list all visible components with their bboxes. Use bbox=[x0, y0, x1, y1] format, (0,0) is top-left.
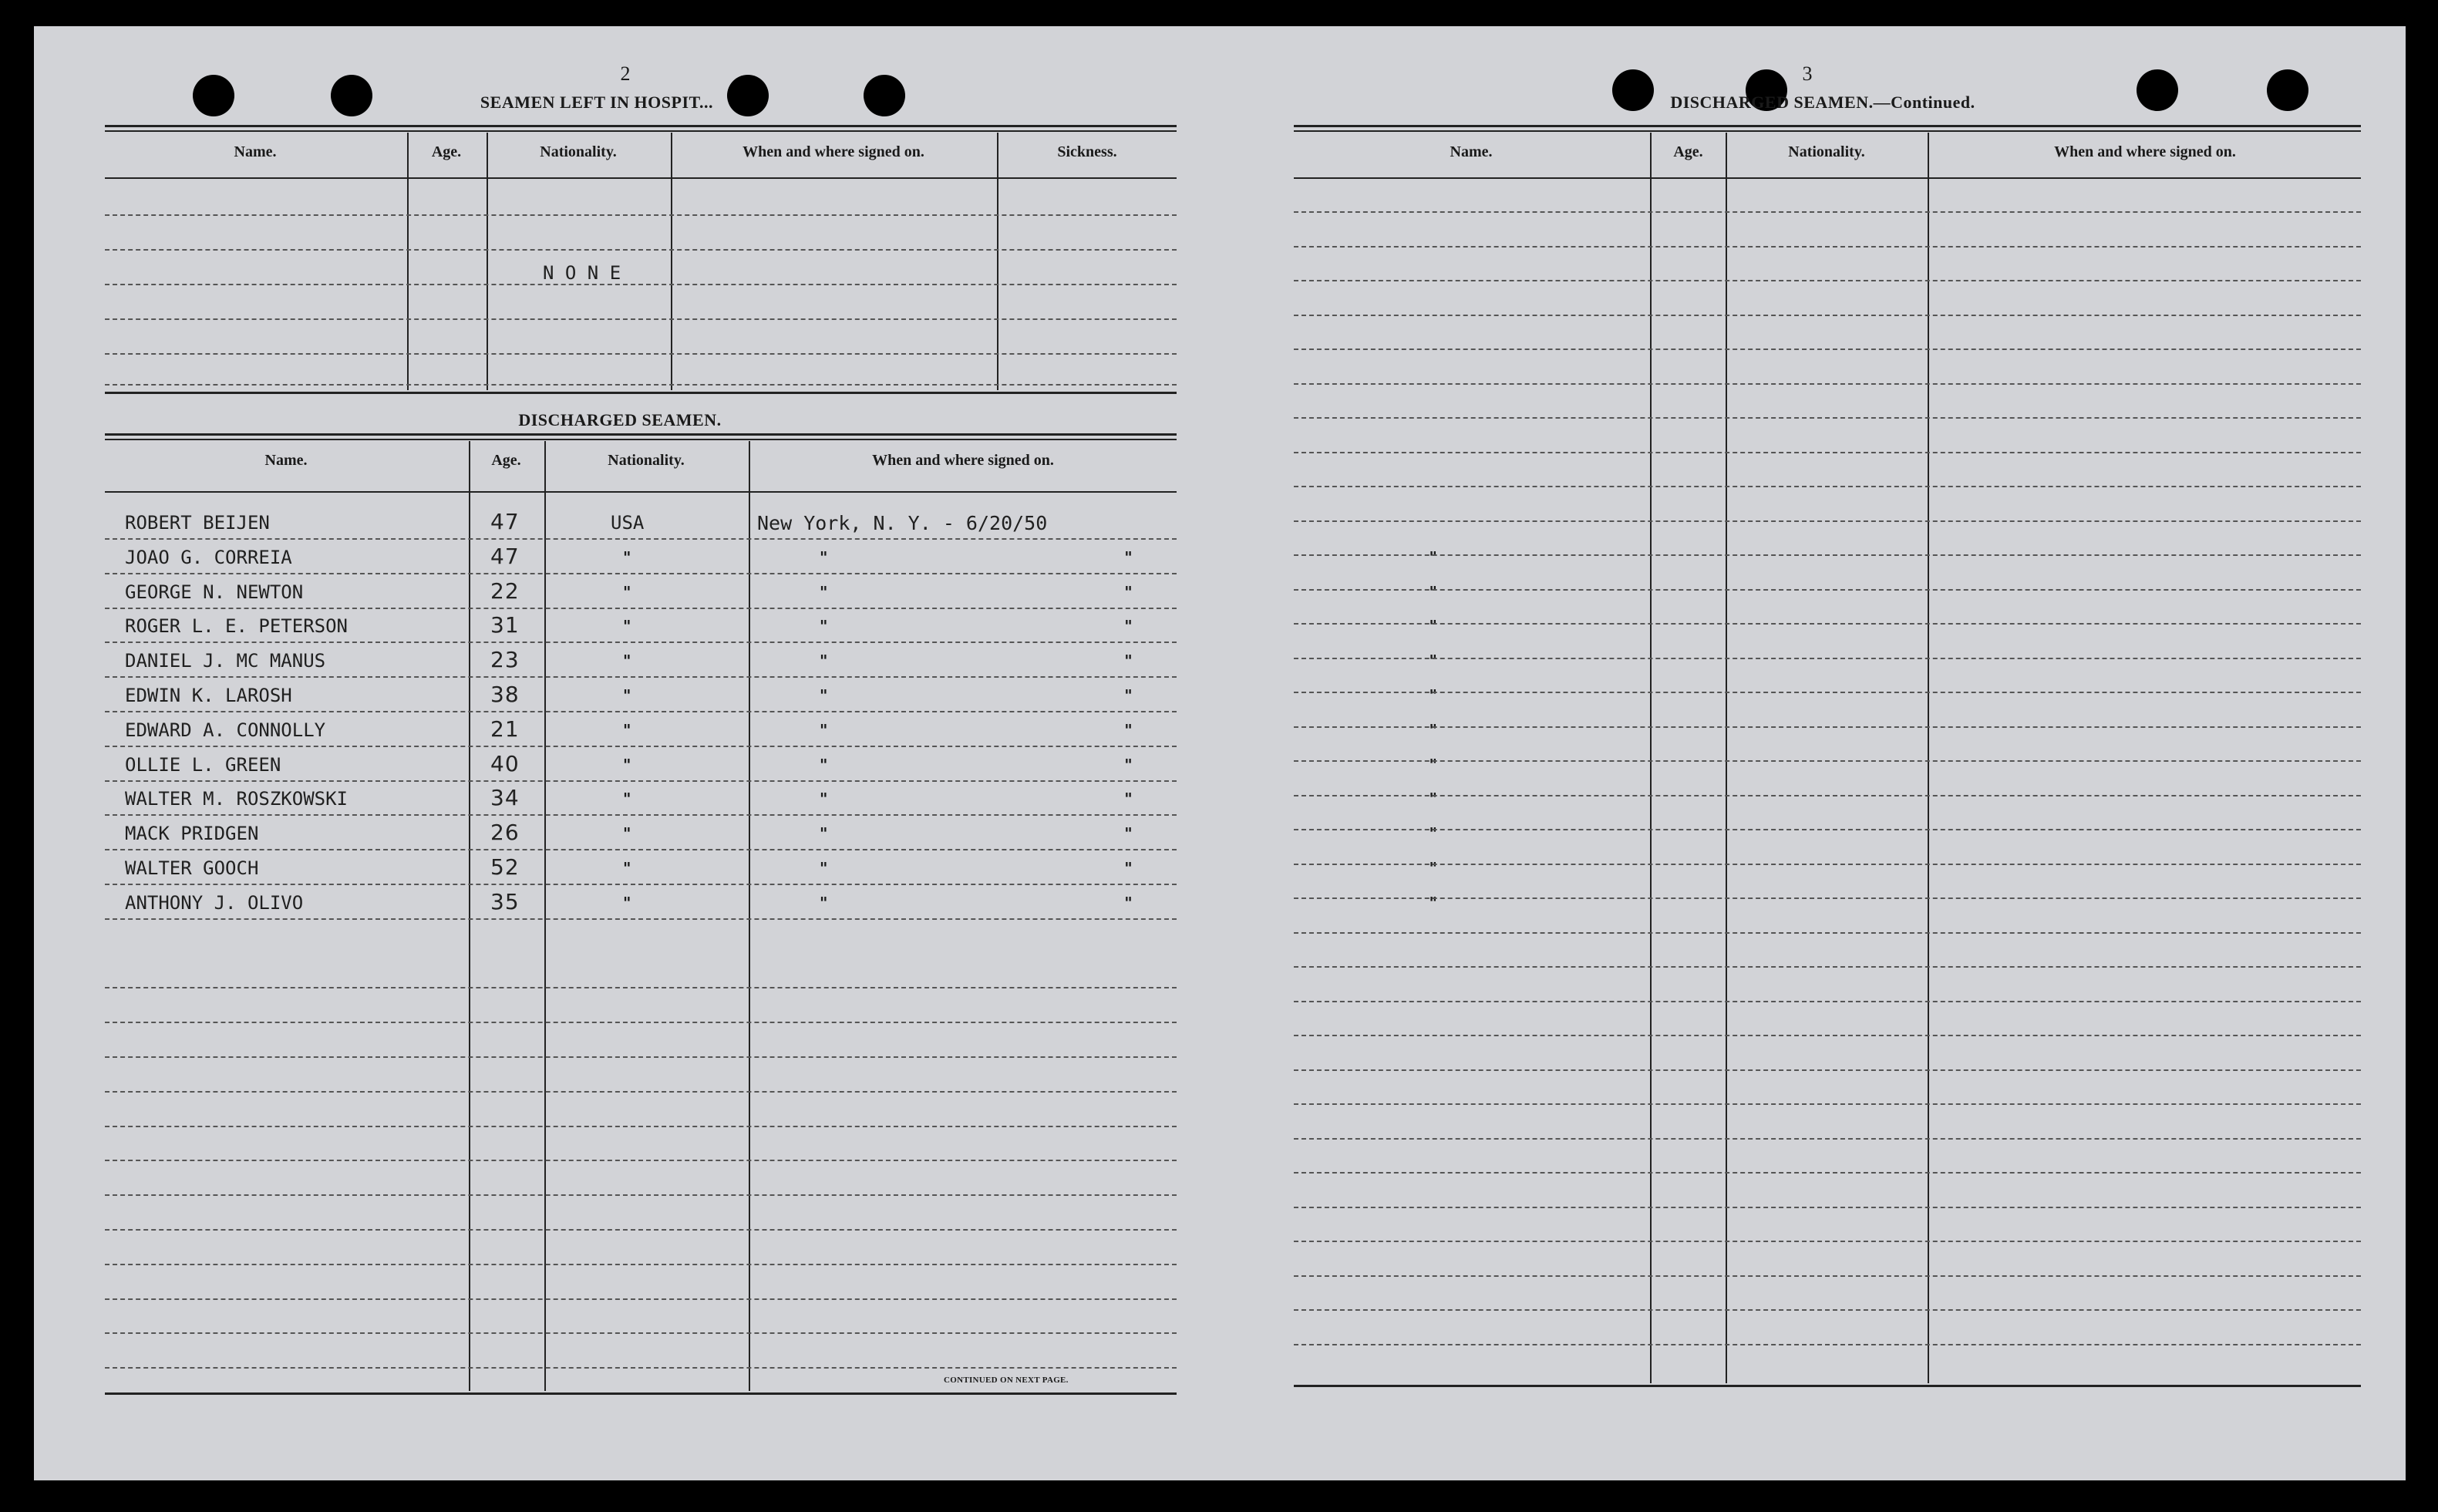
col-header-age: Age. bbox=[431, 143, 462, 160]
column-divider bbox=[749, 441, 750, 1391]
blank-entry-line bbox=[1294, 349, 2361, 350]
seaman-nationality: " bbox=[623, 617, 631, 636]
hospital-section-title: SEAMEN LEFT IN HOSPIT... bbox=[480, 93, 714, 112]
blank-entry-line bbox=[105, 384, 1177, 386]
col-header-name: Name. bbox=[1450, 143, 1493, 160]
seaman-nationality: " bbox=[623, 824, 631, 844]
blank-entry-line bbox=[1294, 417, 2361, 419]
binder-hole bbox=[2137, 69, 2178, 111]
discharged-section-title: DISCHARGED SEAMEN. bbox=[518, 410, 722, 429]
none-entry: N O N E bbox=[543, 262, 621, 284]
page-number-left: 2 bbox=[620, 62, 631, 85]
blank-entry-line bbox=[1294, 452, 2361, 453]
seaman-age: 31 bbox=[490, 612, 520, 638]
blank-entry-line bbox=[1294, 1275, 2361, 1277]
header-rule bbox=[1294, 177, 2361, 179]
blank-entry-line bbox=[105, 1091, 1177, 1093]
seaman-name: WALTER M. ROSZKOWSKI bbox=[125, 788, 348, 810]
right-title-main: DISCHARGED SEAMEN. bbox=[1670, 93, 1874, 112]
seaman-nationality: " bbox=[623, 790, 631, 809]
col-header-nationality: Nationality. bbox=[1788, 143, 1865, 160]
top-rule-discharged bbox=[105, 433, 1177, 436]
entry-line bbox=[105, 573, 1177, 574]
blank-entry-line bbox=[105, 987, 1177, 988]
col-header-age: Age. bbox=[1673, 143, 1703, 160]
column-divider bbox=[1726, 133, 1727, 1383]
seaman-nationality: " bbox=[623, 652, 631, 671]
blank-entry-line bbox=[105, 1194, 1177, 1196]
entry-line bbox=[105, 918, 1177, 920]
blank-entry-line bbox=[1294, 1138, 2361, 1140]
seaman-nationality: USA bbox=[611, 512, 645, 534]
seaman-signed-on: New York, N. Y. - 6/20/50 bbox=[757, 512, 1048, 534]
seaman-name: OLLIE L. GREEN bbox=[125, 753, 281, 776]
blank-entry-line bbox=[1294, 520, 2361, 522]
header-rule bbox=[105, 491, 1177, 493]
entry-line bbox=[105, 849, 1177, 850]
column-divider bbox=[997, 133, 998, 390]
blank-entry-line bbox=[105, 1056, 1177, 1058]
column-divider bbox=[407, 133, 409, 390]
col-header-signed-on: When and where signed on. bbox=[872, 452, 1054, 469]
seaman-nationality: " bbox=[623, 755, 631, 774]
top-rule-left bbox=[105, 125, 1177, 127]
col-header-age: Age. bbox=[491, 452, 521, 469]
blank-entry-line bbox=[105, 1332, 1177, 1334]
blank-entry-line bbox=[105, 353, 1177, 355]
blank-entry-line bbox=[105, 1126, 1177, 1127]
seaman-age: 21 bbox=[490, 716, 520, 742]
seaman-nationality: " bbox=[623, 720, 631, 739]
entry-line bbox=[105, 814, 1177, 816]
blank-entry-line bbox=[1294, 1069, 2361, 1071]
seaman-signed-on: " " " bbox=[820, 790, 1437, 809]
blank-entry-line bbox=[1294, 623, 2361, 625]
blank-entry-line bbox=[1294, 1309, 2361, 1311]
blank-entry-line bbox=[1294, 1001, 2361, 1002]
blank-entry-line bbox=[1294, 554, 2361, 556]
blank-entry-line bbox=[105, 1298, 1177, 1300]
blank-entry-line bbox=[105, 1367, 1177, 1369]
document-paper bbox=[34, 26, 2406, 1480]
blank-entry-line bbox=[1294, 1035, 2361, 1036]
header-rule bbox=[105, 177, 1177, 179]
seaman-name: EDWIN K. LAROSH bbox=[125, 685, 292, 706]
column-divider bbox=[671, 133, 672, 390]
page-number-right: 3 bbox=[1802, 62, 1813, 85]
seaman-age: 35 bbox=[490, 888, 520, 914]
entry-line bbox=[105, 642, 1177, 643]
blank-entry-line bbox=[1294, 692, 2361, 693]
entry-line bbox=[105, 884, 1177, 885]
blank-entry-line bbox=[1294, 486, 2361, 487]
binder-hole bbox=[864, 75, 905, 116]
entry-line bbox=[105, 676, 1177, 678]
blank-entry-line bbox=[105, 249, 1177, 251]
blank-entry-line bbox=[1294, 211, 2361, 213]
column-divider bbox=[544, 441, 546, 1391]
entry-line bbox=[105, 608, 1177, 609]
blank-entry-line bbox=[1294, 383, 2361, 385]
entry-line bbox=[105, 538, 1177, 540]
column-divider bbox=[487, 133, 488, 390]
blank-entry-line bbox=[1294, 589, 2361, 591]
seaman-name: ROGER L. E. PETERSON bbox=[125, 615, 348, 638]
right-title-suffix: —Continued. bbox=[1873, 93, 1975, 112]
blank-entry-line bbox=[1294, 1172, 2361, 1174]
binder-hole bbox=[331, 75, 372, 116]
blank-entry-line bbox=[1294, 246, 2361, 248]
seaman-age: 34 bbox=[490, 785, 520, 811]
blank-entry-line bbox=[1294, 864, 2361, 865]
top-rule-discharged-2 bbox=[105, 439, 1177, 440]
seaman-name: ROBERT BEIJEN bbox=[125, 512, 270, 534]
seaman-name: MACK PRIDGEN bbox=[125, 823, 259, 845]
top-rule-right-2 bbox=[1294, 130, 2361, 132]
seaman-age: 26 bbox=[490, 820, 520, 846]
top-rule-left-2 bbox=[105, 130, 1177, 132]
binder-hole bbox=[2267, 69, 2308, 111]
blank-entry-line bbox=[1294, 829, 2361, 830]
col-header-signed-on: When and where signed on. bbox=[743, 143, 924, 160]
blank-entry-line bbox=[1294, 1207, 2361, 1208]
seaman-signed-on: " " " bbox=[820, 859, 1437, 877]
blank-entry-line bbox=[1294, 280, 2361, 281]
seaman-name: WALTER GOOCH bbox=[125, 857, 259, 879]
blank-entry-line bbox=[105, 1160, 1177, 1161]
seaman-name: EDWARD A. CONNOLLY bbox=[125, 719, 326, 741]
seaman-name: JOAO G. CORREIA bbox=[125, 546, 292, 568]
blank-entry-line bbox=[1294, 760, 2361, 762]
seaman-signed-on: " " " bbox=[820, 652, 1437, 671]
entry-line bbox=[105, 746, 1177, 747]
seaman-age: 38 bbox=[490, 682, 520, 707]
blank-entry-line bbox=[1294, 932, 2361, 934]
seaman-age: 22 bbox=[490, 578, 520, 604]
blank-entry-line bbox=[1294, 897, 2361, 899]
seaman-age: 52 bbox=[490, 854, 520, 880]
column-divider bbox=[469, 441, 470, 1391]
blank-entry-line bbox=[1294, 1344, 2361, 1345]
right-section-title bbox=[1645, 93, 2000, 113]
seaman-age: 47 bbox=[490, 509, 520, 534]
blank-entry-line bbox=[1294, 1241, 2361, 1242]
blank-entry-line bbox=[1294, 658, 2361, 659]
top-rule-right bbox=[1294, 125, 2361, 127]
entry-line bbox=[105, 711, 1177, 712]
seaman-age: 47 bbox=[490, 543, 520, 569]
col-header-signed-on: When and where signed on. bbox=[2054, 143, 2236, 160]
blank-entry-line bbox=[105, 1264, 1177, 1265]
seaman-name: ANTHONY J. OLIVO bbox=[125, 891, 304, 914]
blank-entry-line bbox=[105, 1022, 1177, 1023]
blank-entry-line bbox=[1294, 966, 2361, 968]
seaman-name: GEORGE N. NEWTON bbox=[125, 581, 304, 603]
seaman-age: 23 bbox=[490, 647, 520, 673]
col-header-name: Name. bbox=[264, 452, 308, 469]
seaman-signed-on: " " " bbox=[820, 582, 1437, 601]
col-header-name: Name. bbox=[234, 143, 277, 160]
seaman-nationality: " bbox=[623, 582, 631, 601]
seaman-nationality: " bbox=[623, 686, 631, 705]
seaman-signed-on: " " " bbox=[820, 755, 1437, 774]
column-divider bbox=[1928, 133, 1929, 1383]
blank-entry-line bbox=[105, 214, 1177, 216]
blank-entry-line bbox=[1294, 1103, 2361, 1105]
entry-line bbox=[105, 780, 1177, 782]
seaman-age: 40 bbox=[490, 750, 520, 776]
column-divider bbox=[1650, 133, 1652, 1383]
blank-entry-line bbox=[105, 318, 1177, 320]
section-rule bbox=[105, 392, 1177, 394]
blank-entry-line bbox=[105, 284, 1177, 285]
col-header-nationality: Nationality. bbox=[540, 143, 617, 160]
seaman-signed-on: " " " bbox=[820, 893, 1437, 912]
blank-entry-line bbox=[1294, 795, 2361, 796]
seaman-signed-on: " " " bbox=[820, 547, 1437, 567]
blank-entry-line bbox=[1294, 315, 2361, 316]
seaman-signed-on: " " " bbox=[820, 720, 1437, 739]
seaman-nationality: " bbox=[623, 547, 631, 567]
continued-note: CONTINUED ON NEXT PAGE. bbox=[944, 1376, 1069, 1385]
blank-entry-line bbox=[1294, 726, 2361, 728]
seaman-nationality: " bbox=[623, 859, 631, 877]
bottom-rule-left bbox=[105, 1392, 1177, 1395]
seaman-nationality: " bbox=[623, 893, 631, 912]
binder-hole bbox=[193, 75, 234, 116]
bottom-rule-right bbox=[1294, 1385, 2361, 1387]
blank-entry-line bbox=[105, 1229, 1177, 1231]
seaman-signed-on: " " " bbox=[820, 686, 1437, 705]
seaman-signed-on: " " " bbox=[820, 824, 1437, 844]
seaman-signed-on: " " " bbox=[820, 617, 1437, 636]
col-header-sickness: Sickness. bbox=[1057, 143, 1117, 160]
col-header-nationality: Nationality. bbox=[608, 452, 685, 469]
seaman-name: DANIEL J. MC MANUS bbox=[125, 650, 326, 672]
